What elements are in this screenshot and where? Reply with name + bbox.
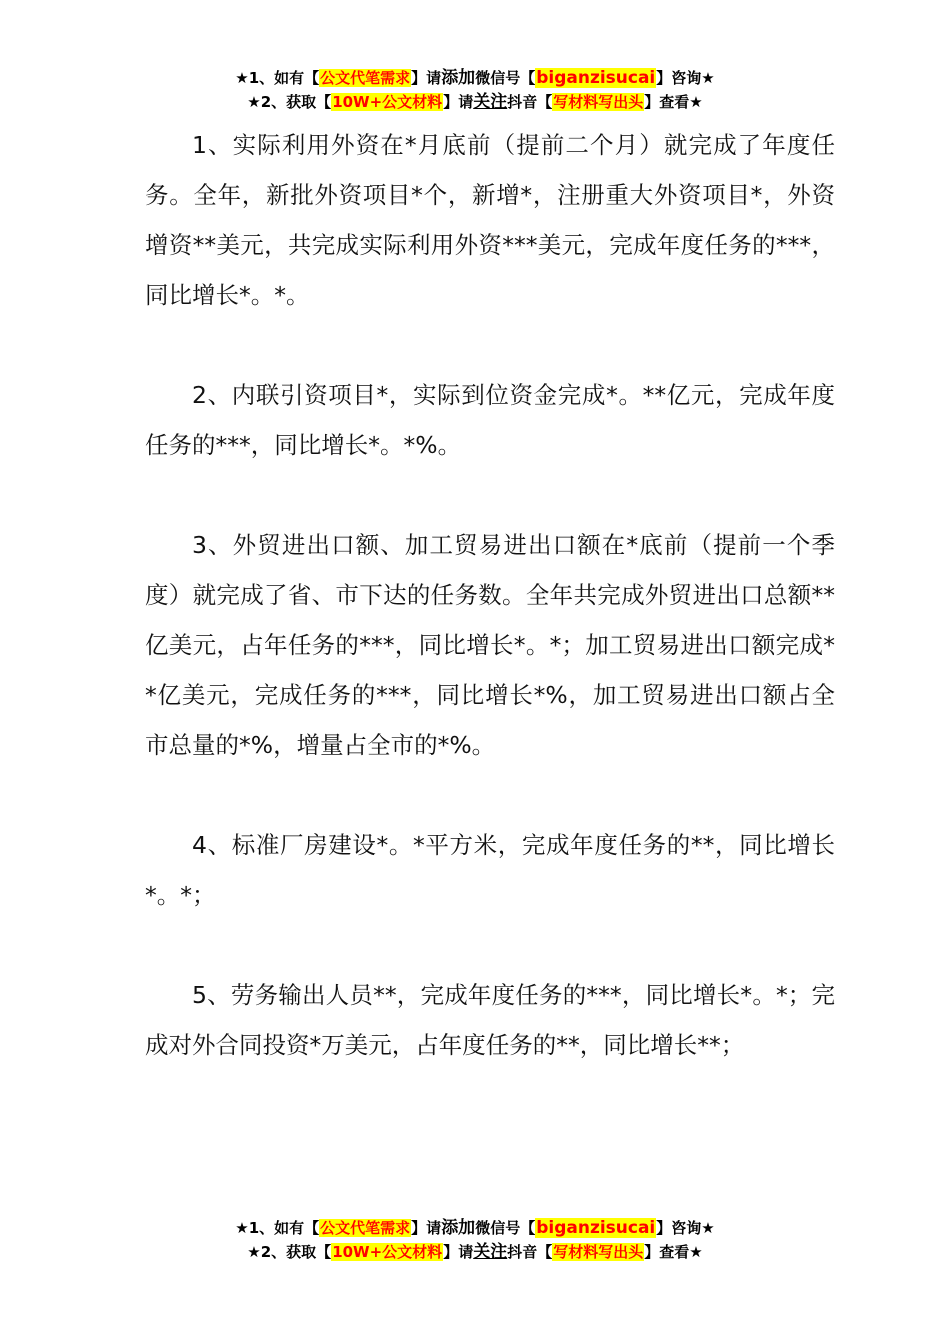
banner-text: 】咨询★ bbox=[656, 1219, 715, 1237]
banner-emphasis: 添加 bbox=[441, 68, 476, 88]
banner-line-1 bbox=[0, 66, 950, 90]
footer-banner bbox=[0, 1216, 950, 1264]
paragraph-3: 3、外贸进出口额、加工贸易进出口额在*底前（提前一个季度）就完成了省、市下达的任务数。全年共完成外贸进出口总额**亿美元，占年任务的***，同比增长*。*；加工贸易进出口额完成**亿美元，完成任务的***，同比增长*%，加工贸易进出口额占全市总量的*%，增量占全市的*%。 bbox=[145, 531, 835, 759]
highlight-wechat-id: biganzisucai bbox=[536, 68, 656, 88]
banner-text: 】请 bbox=[411, 69, 442, 87]
document-body bbox=[145, 120, 835, 1120]
banner-text: 微信号【 bbox=[475, 1219, 536, 1237]
highlight-materials: 10W+公文材料 bbox=[332, 93, 443, 111]
banner-line-2 bbox=[0, 1240, 950, 1264]
banner-emphasis: 添加 bbox=[441, 1218, 476, 1238]
banner-text: ★1、如有【 bbox=[235, 1219, 320, 1237]
highlight-service: 公文代笔需求 bbox=[320, 69, 411, 87]
paragraph-2: 2、内联引资项目*，实际到位资金完成*。**亿元，完成年度任务的***，同比增长*。*%。 bbox=[145, 381, 835, 459]
paragraph-4: 4、标准厂房建设*。*平方米，完成年度任务的**，同比增长*。*； bbox=[145, 831, 835, 909]
paragraph-1: 1、实际利用外资在*月底前（提前二个月）就完成了年度任务。全年，新批外资项目*个，新增*，注册重大外资项目*，外资增资**美元，共完成实际利用外资***美元，完成年度任务的***，同比增长*。*。 bbox=[145, 131, 835, 309]
banner-text: ★1、如有【 bbox=[235, 69, 320, 87]
banner-text: 抖音【 bbox=[507, 93, 553, 111]
banner-text: 抖音【 bbox=[507, 1243, 553, 1261]
paragraph-5: 5、劳务输出人员**，完成年度任务的***，同比增长*。*；完成对外合同投资*万美元，占年度任务的**，同比增长**； bbox=[145, 981, 835, 1059]
banner-emphasis: 关注 bbox=[473, 92, 508, 112]
highlight-douyin-id: 写材料写出头 bbox=[553, 93, 644, 111]
banner-text: 】咨询★ bbox=[656, 69, 715, 87]
banner-emphasis: 关注 bbox=[473, 1242, 508, 1262]
banner-text: 】请 bbox=[443, 1243, 474, 1261]
banner-text: 】请 bbox=[411, 1219, 442, 1237]
highlight-materials: 10W+公文材料 bbox=[332, 1243, 443, 1261]
banner-text: 微信号【 bbox=[475, 69, 536, 87]
highlight-wechat-id: biganzisucai bbox=[536, 1218, 656, 1238]
highlight-service: 公文代笔需求 bbox=[320, 1219, 411, 1237]
highlight-douyin-id: 写材料写出头 bbox=[553, 1243, 644, 1261]
banner-text: 】查看★ bbox=[644, 1243, 703, 1261]
banner-text: ★2、获取【 bbox=[247, 93, 332, 111]
banner-text: ★2、获取【 bbox=[247, 1243, 332, 1261]
banner-line-2 bbox=[0, 90, 950, 114]
banner-line-1 bbox=[0, 1216, 950, 1240]
banner-text: 】请 bbox=[443, 93, 474, 111]
header-banner bbox=[0, 66, 950, 114]
banner-text: 】查看★ bbox=[644, 93, 703, 111]
